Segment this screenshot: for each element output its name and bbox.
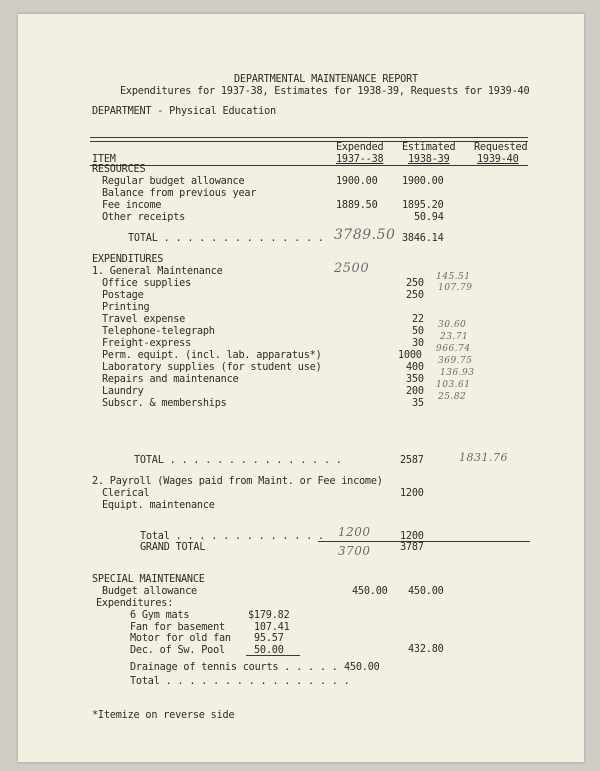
clerical-estimated: 1200 (400, 488, 424, 499)
general-maintenance-label: 1. General Maintenance (92, 266, 223, 277)
resources-total-label: TOTAL . . . . . . . . . . . . . . (128, 233, 324, 244)
expenditure-item-handwritten: 30.60 (438, 320, 467, 330)
expenditure-item-label: Travel expense (102, 314, 186, 325)
special-total-label: Total . . . . . . . . . . . . . . . . (130, 676, 350, 687)
budget-allowance-estimated: 450.00 (408, 586, 444, 597)
fee-income-label: Fee income (102, 200, 162, 211)
payroll-total-label: Total . . . . . . . . . . . . . (140, 531, 324, 542)
payroll-total-estimated: 1200 (400, 531, 424, 542)
expenditure-item-handwritten: 145.51 (436, 272, 471, 282)
expenditure-item-handwritten: 136.93 (440, 368, 475, 378)
other-receipts-label: Other receipts (102, 212, 186, 223)
expenditures-total-handwritten: 1831.76 (459, 451, 508, 464)
general-maintenance-handwritten: 2500 (334, 261, 370, 276)
expenditure-item-estimated: 250 (406, 278, 424, 289)
special-expenditures-label: Expenditures: (96, 598, 174, 609)
budget-allowance-label: Budget allowance (102, 586, 197, 597)
col-requested-1: Requested (474, 142, 528, 153)
expenditure-item-handwritten: 25.82 (438, 392, 467, 402)
expenditure-item-estimated: 30 (412, 338, 424, 349)
expenditure-item-estimated: 1000 (398, 350, 422, 361)
special-item-amount: $179.82 (248, 610, 290, 621)
special-item-amount: 95.57 (254, 633, 284, 644)
grand-total-label: GRAND TOTAL (140, 542, 206, 553)
special-heading: SPECIAL MAINTENANCE (92, 574, 205, 585)
document-page (18, 14, 584, 762)
special-item-amount: 50.00 (254, 644, 284, 656)
expenditure-item-handwritten: 966.74 (436, 344, 471, 354)
drainage-expended: 450.00 (344, 662, 380, 673)
expenditure-item-label: Laundry (102, 386, 144, 397)
report-subtitle: Expenditures for 1937-38, Estimates for 1938-39, Requests for 1939-40 (120, 86, 530, 97)
fee-income-expended: 1889.50 (336, 200, 378, 211)
expenditure-item-label: Repairs and maintenance (102, 374, 239, 385)
regular-budget-estimated: 1900.00 (402, 176, 444, 187)
expenditure-item-label: Postage (102, 290, 144, 301)
regular-budget-label: Regular budget allowance (102, 176, 245, 187)
expenditure-item-label: Freight-express (102, 338, 192, 349)
payroll-label: 2. Payroll (Wages paid from Maint. or Fee income) (92, 476, 383, 487)
expenditure-item-label: Telephone-telegraph (102, 326, 215, 337)
department-line: DEPARTMENT - Physical Education (92, 106, 276, 117)
expenditure-item-label: Laboratory supplies (for student use) (102, 362, 322, 373)
header-top-rule (90, 137, 528, 142)
fee-income-estimated: 1895.20 (402, 200, 444, 211)
clerical-label: Clerical (102, 488, 150, 499)
special-item-label: Motor for old fan (130, 633, 231, 644)
balance-label: Balance from previous year (102, 188, 257, 199)
expenditure-item-estimated: 200 (406, 386, 424, 397)
expenditure-item-label: Printing (102, 302, 150, 313)
expenditure-item-estimated: 250 (406, 290, 424, 301)
footnote: *Itemize on reverse side (92, 710, 235, 721)
special-item-label: Dec. of Sw. Pool (130, 644, 225, 656)
resources-heading: RESOURCES (92, 164, 146, 175)
expenditure-item-estimated: 35 (412, 398, 424, 409)
resources-total-estimated: 3846.14 (402, 233, 444, 244)
equipt-maintenance-label: Equipt. maintenance (102, 500, 215, 511)
header-bottom-rule (90, 165, 528, 166)
expenditure-item-handwritten: 107.79 (438, 283, 473, 293)
expenditure-item-handwritten: 369.75 (438, 356, 473, 366)
expenditures-total-estimated: 2587 (400, 455, 424, 466)
expenditures-heading: EXPENDITURES (92, 254, 164, 265)
budget-allowance-expended: 450.00 (352, 586, 388, 597)
col-expended-1: Expended (336, 142, 384, 153)
expenditure-item-handwritten: 103.61 (436, 380, 471, 390)
payroll-total-handwritten: 1200 (338, 525, 371, 539)
other-receipts-estimated: 50.94 (414, 212, 444, 223)
grand-total-handwritten: 3700 (338, 544, 371, 558)
expenditure-item-estimated: 22 (412, 314, 424, 325)
col-estimated-1: Estimated (402, 142, 456, 153)
grand-total-rule (318, 541, 530, 542)
special-item-label: Fan for basement (130, 621, 225, 633)
special-items-estimated: 432.80 (408, 644, 444, 655)
expenditure-item-label: Perm. equipt. (incl. lab. apparatus*) (102, 350, 322, 361)
col-item: ITEM (92, 154, 116, 165)
expenditure-item-label: Subscr. & memberships (102, 398, 227, 409)
special-item-label: 6 Gym mats (130, 610, 190, 621)
expenditure-item-estimated: 50 (412, 326, 424, 337)
col-expended-2: 1937--38 (336, 154, 384, 165)
expenditures-total-label: TOTAL . . . . . . . . . . . . . . . (134, 455, 342, 466)
expenditure-item-estimated: 350 (406, 374, 424, 385)
special-item-amount: 107.41 (254, 621, 290, 633)
expenditure-item-label: Office supplies (102, 278, 192, 289)
regular-budget-expended: 1900.00 (336, 176, 378, 187)
drainage-label: Drainage of tennis courts . . . . . (130, 662, 338, 673)
expenditure-item-estimated: 400 (406, 362, 424, 373)
report-title: DEPARTMENTAL MAINTENANCE REPORT (234, 74, 418, 85)
expenditure-item-handwritten: 23.71 (440, 332, 469, 342)
resources-total-handwritten: 3789.50 (334, 227, 396, 243)
special-subtotal-rule (246, 655, 300, 656)
col-estimated-2: 1938-39 (408, 154, 450, 165)
col-requested-2: 1939-40 (477, 154, 519, 165)
grand-total-estimated: 3787 (400, 542, 424, 553)
